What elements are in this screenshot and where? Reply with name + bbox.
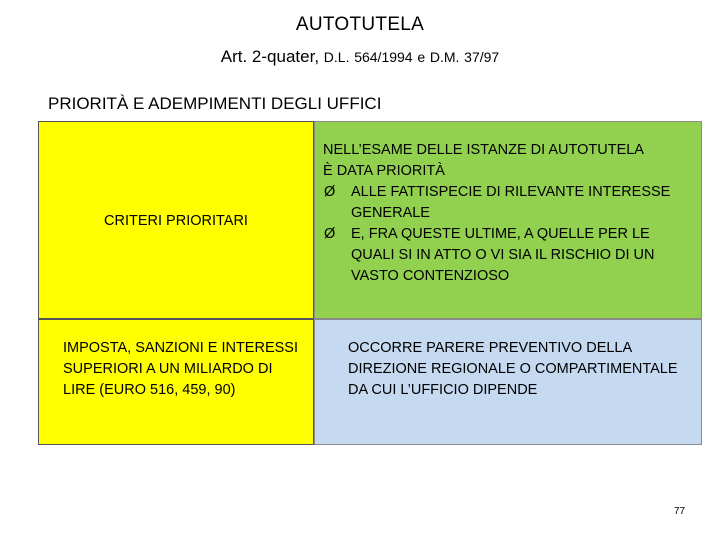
subtitle-dl: D.L. [323,49,350,65]
subtitle-dm: D.M. [429,49,460,65]
requirement-cell [314,319,702,445]
slide-subtitle [0,47,720,67]
bullet-text: ALLE FATTISPECIE DI RILEVANTE INTERESSE GENERALE [351,184,671,221]
criteria-label: CRITERI PRIORITARI [104,213,248,229]
threshold-text: IMPOSTA, SANZIONI E INTERESSI SUPERIORI A UN MILIARDO DI LIRE (EURO 516, 459, 90) [63,340,298,398]
criteria-cell [38,121,314,319]
priority-intro-line2: È DATA PRIORITÀ [323,163,445,179]
requirement-text: OCCORRE PARERE PREVENTIVO DELLA DIREZIONE REGIONALE O COMPARTIMENTALE DA CUI L’UFFICIO DIPENDE [348,340,678,398]
priority-content [323,140,693,287]
page-number: 77 [674,506,686,517]
priority-cell [314,121,702,319]
bullet-item [323,182,693,224]
subtitle-dm-number: 37/97 [464,49,500,65]
slide-title: AUTOTUTELA [295,14,425,35]
arrow-bullet-icon: Ø [324,184,336,200]
priority-intro-line1: NELL’ESAME DELLE ISTANZE DI AUTOTUTELA [323,142,644,158]
subtitle-article: Art. 2-quater, [220,47,320,66]
threshold-cell [38,319,314,445]
priority-table [38,121,702,445]
bullet-item [323,224,693,287]
bullet-text: E, FRA QUESTE ULTIME, A QUELLE PER LE QUALI SI IN ATTO O VI SIA IL RISCHIO DI UN VASTO CONTENZIOSO [351,226,655,284]
subtitle-conjunction: e [417,49,426,65]
arrow-bullet-icon: Ø [324,226,336,242]
subtitle-dl-number: 564/1994 [354,49,413,65]
section-heading: PRIORITÀ E ADEMPIMENTI DEGLI UFFICI [48,94,382,113]
